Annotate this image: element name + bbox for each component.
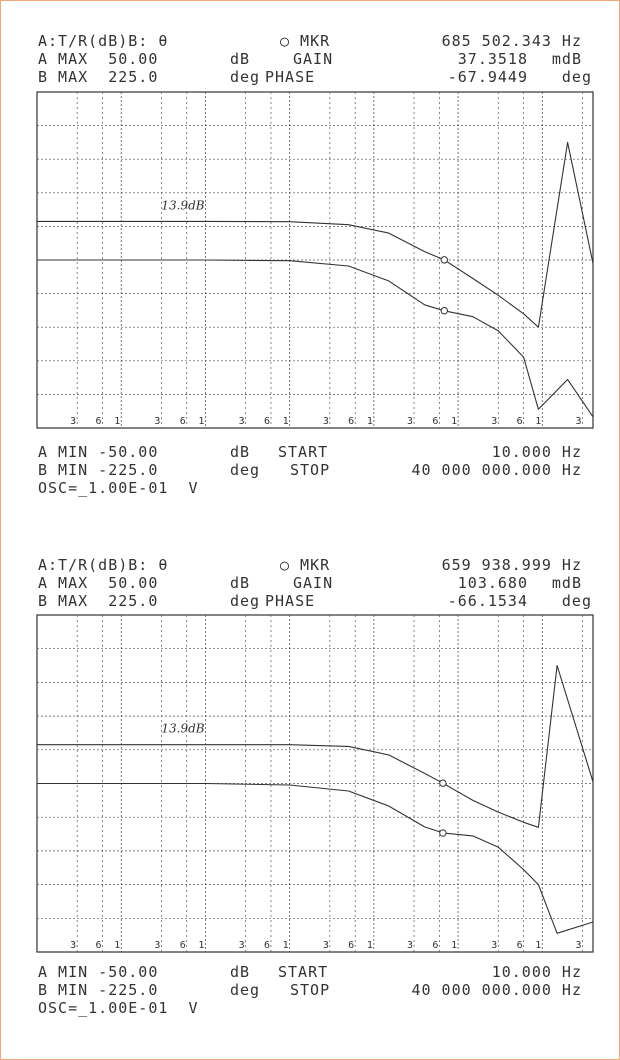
x-tick-label: 3 <box>154 940 161 951</box>
b-min-unit: deg <box>230 981 261 999</box>
gain-label: GAIN <box>293 574 334 592</box>
x-tick-label: 6 <box>348 940 355 951</box>
x-tick-label: 3 <box>238 940 245 951</box>
x-tick-label: 6 <box>179 416 186 427</box>
b-min-label: B MIN -225.0 <box>38 981 159 999</box>
x-tick-label: 1 <box>198 416 205 427</box>
a-min-unit: dB <box>230 443 251 461</box>
osc-level: OSC=_1.00E-01 V <box>38 479 199 497</box>
channel-setup-label: A:T/R(dB)B: θ <box>38 556 169 574</box>
x-tick-label: 6 <box>516 940 523 951</box>
a-min-unit: dB <box>230 963 251 981</box>
x-tick-label: 6 <box>263 416 270 427</box>
x-tick-label: 6 <box>263 940 270 951</box>
x-tick-label: 6 <box>516 416 523 427</box>
x-tick-label: 6 <box>432 940 439 951</box>
handwritten-annotation: 13.9dB <box>161 721 205 736</box>
start-label: START <box>278 443 329 461</box>
phase-label: PHASE <box>265 68 316 86</box>
x-tick-label: 3 <box>491 416 498 427</box>
x-tick-label: 3 <box>575 416 582 427</box>
b-max-unit: deg <box>230 68 261 86</box>
marker-label: ○ MKR <box>280 32 331 50</box>
start-frequency: 10.000 Hz <box>491 443 582 461</box>
x-tick-label: 6 <box>348 416 355 427</box>
x-tick-label: 3 <box>154 416 161 427</box>
x-tick-label: 6 <box>432 416 439 427</box>
phase-label: PHASE <box>265 592 316 610</box>
start-label: START <box>278 963 329 981</box>
x-tick-label: 3 <box>491 940 498 951</box>
x-tick-label: 6 <box>95 416 102 427</box>
b-max-label: B MAX 225.0 <box>38 592 159 610</box>
phase-unit: deg <box>561 68 592 86</box>
b-max-unit: deg <box>230 592 261 610</box>
x-tick-label: 3 <box>70 940 77 951</box>
phase-value: -66.1534 <box>447 592 528 610</box>
x-tick-label: 1 <box>451 940 458 951</box>
x-tick-label: 3 <box>575 940 582 951</box>
x-tick-label: 1 <box>535 940 542 951</box>
handwritten-annotation: 13.9dB <box>161 198 205 213</box>
x-tick-label: 1 <box>282 940 289 951</box>
x-tick-label: 6 <box>95 940 102 951</box>
x-tick-label: 1 <box>114 940 121 951</box>
a-min-label: A MIN -50.00 <box>38 963 159 981</box>
x-tick-label: 1 <box>535 416 542 427</box>
channel-setup-label: A:T/R(dB)B: θ <box>38 32 169 50</box>
b-min-unit: deg <box>230 461 261 479</box>
gain-trace <box>37 666 593 828</box>
x-tick-label: 1 <box>451 416 458 427</box>
marker-frequency: 659 938.999 Hz <box>441 556 582 574</box>
phase-value: -67.9449 <box>447 68 528 86</box>
x-tick-label: 6 <box>179 940 186 951</box>
x-tick-label: 3 <box>407 940 414 951</box>
a-max-label: A MAX 50.00 <box>38 574 159 592</box>
b-min-label: B MIN -225.0 <box>38 461 159 479</box>
x-tick-label: 1 <box>366 416 373 427</box>
x-tick-label: 1 <box>114 416 121 427</box>
gain-value: 37.3518 <box>457 50 528 68</box>
x-tick-label: 1 <box>198 940 205 951</box>
x-tick-label: 3 <box>70 416 77 427</box>
a-max-label: A MAX 50.00 <box>38 50 159 68</box>
a-min-label: A MIN -50.00 <box>38 443 159 461</box>
stop-label: STOP <box>290 981 331 999</box>
marker-label: ○ MKR <box>280 556 331 574</box>
stop-frequency: 40 000 000.000 Hz <box>411 981 582 999</box>
x-tick-label: 3 <box>322 940 329 951</box>
a-max-unit: dB <box>230 574 251 592</box>
gain-marker <box>440 780 446 786</box>
gain-unit: mdB <box>551 574 582 592</box>
stop-label: STOP <box>290 461 331 479</box>
gain-unit: mdB <box>551 50 582 68</box>
x-tick-label: 1 <box>366 940 373 951</box>
x-tick-label: 3 <box>322 416 329 427</box>
a-max-unit: dB <box>230 50 251 68</box>
osc-level: OSC=_1.00E-01 V <box>38 999 199 1017</box>
marker-frequency: 685 502.343 Hz <box>441 32 582 50</box>
phase-unit: deg <box>561 592 592 610</box>
gain-value: 103.680 <box>457 574 528 592</box>
x-tick-label: 3 <box>407 416 414 427</box>
x-tick-label: 1 <box>282 416 289 427</box>
b-max-label: B MAX 225.0 <box>38 68 159 86</box>
start-frequency: 10.000 Hz <box>491 963 582 981</box>
stop-frequency: 40 000 000.000 Hz <box>411 461 582 479</box>
phase-marker <box>440 830 446 836</box>
gain-label: GAIN <box>293 50 334 68</box>
phase-trace <box>37 784 593 934</box>
x-tick-label: 3 <box>238 416 245 427</box>
